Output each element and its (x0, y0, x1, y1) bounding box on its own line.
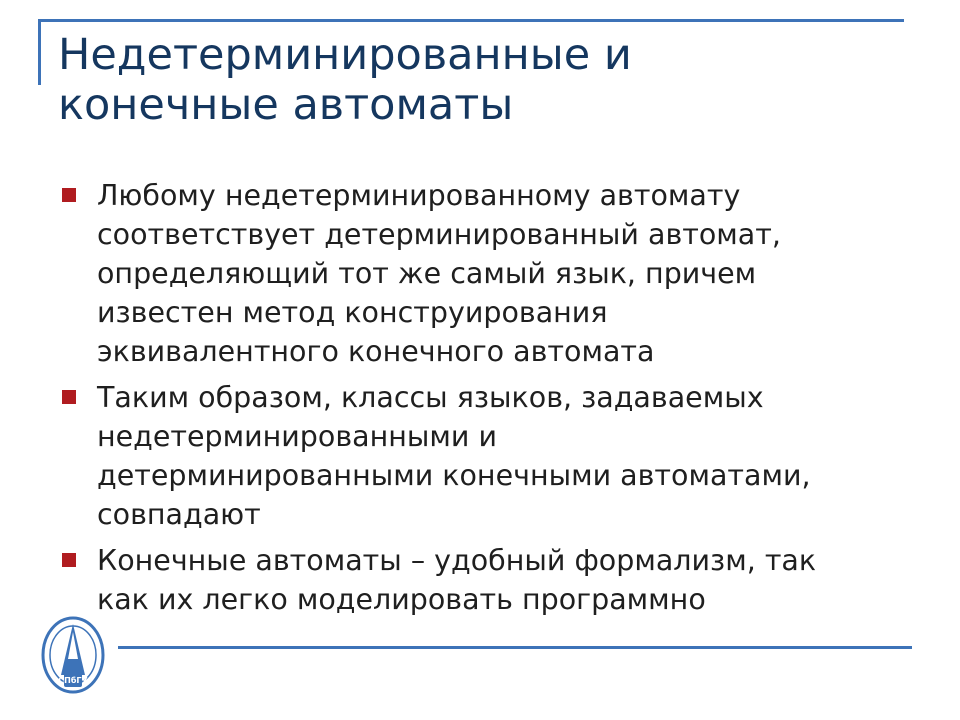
bullet-item (60, 176, 910, 371)
title-top-rule (38, 19, 904, 22)
bullet-item (60, 378, 910, 534)
svg-text:СПбГУ: СПбГУ (58, 676, 88, 685)
bullet-text: Таким образом, классы языков, задаваемых недетерминированными и детерминированными конечными автоматами, совпадают (97, 381, 811, 531)
university-emblem-icon (40, 615, 106, 695)
title-left-rule (38, 19, 41, 85)
bullet-square-icon (62, 390, 76, 404)
footer-rule (118, 646, 912, 649)
bullet-square-icon (62, 553, 76, 567)
bullet-list (60, 176, 910, 626)
bullet-square-icon (62, 188, 76, 202)
bullet-item (60, 541, 910, 619)
slide-title: Недетерминированные и конечные автоматы (58, 30, 632, 130)
bullet-text: Любому недетерминированному автомату соответствует детерминированный автомат, определяющий тот же самый язык, причем известен метод конструирования эквивалентного конечного автомата (97, 179, 781, 368)
bullet-text: Конечные автоматы – удобный формализм, так как их легко моделировать программно (97, 544, 817, 616)
